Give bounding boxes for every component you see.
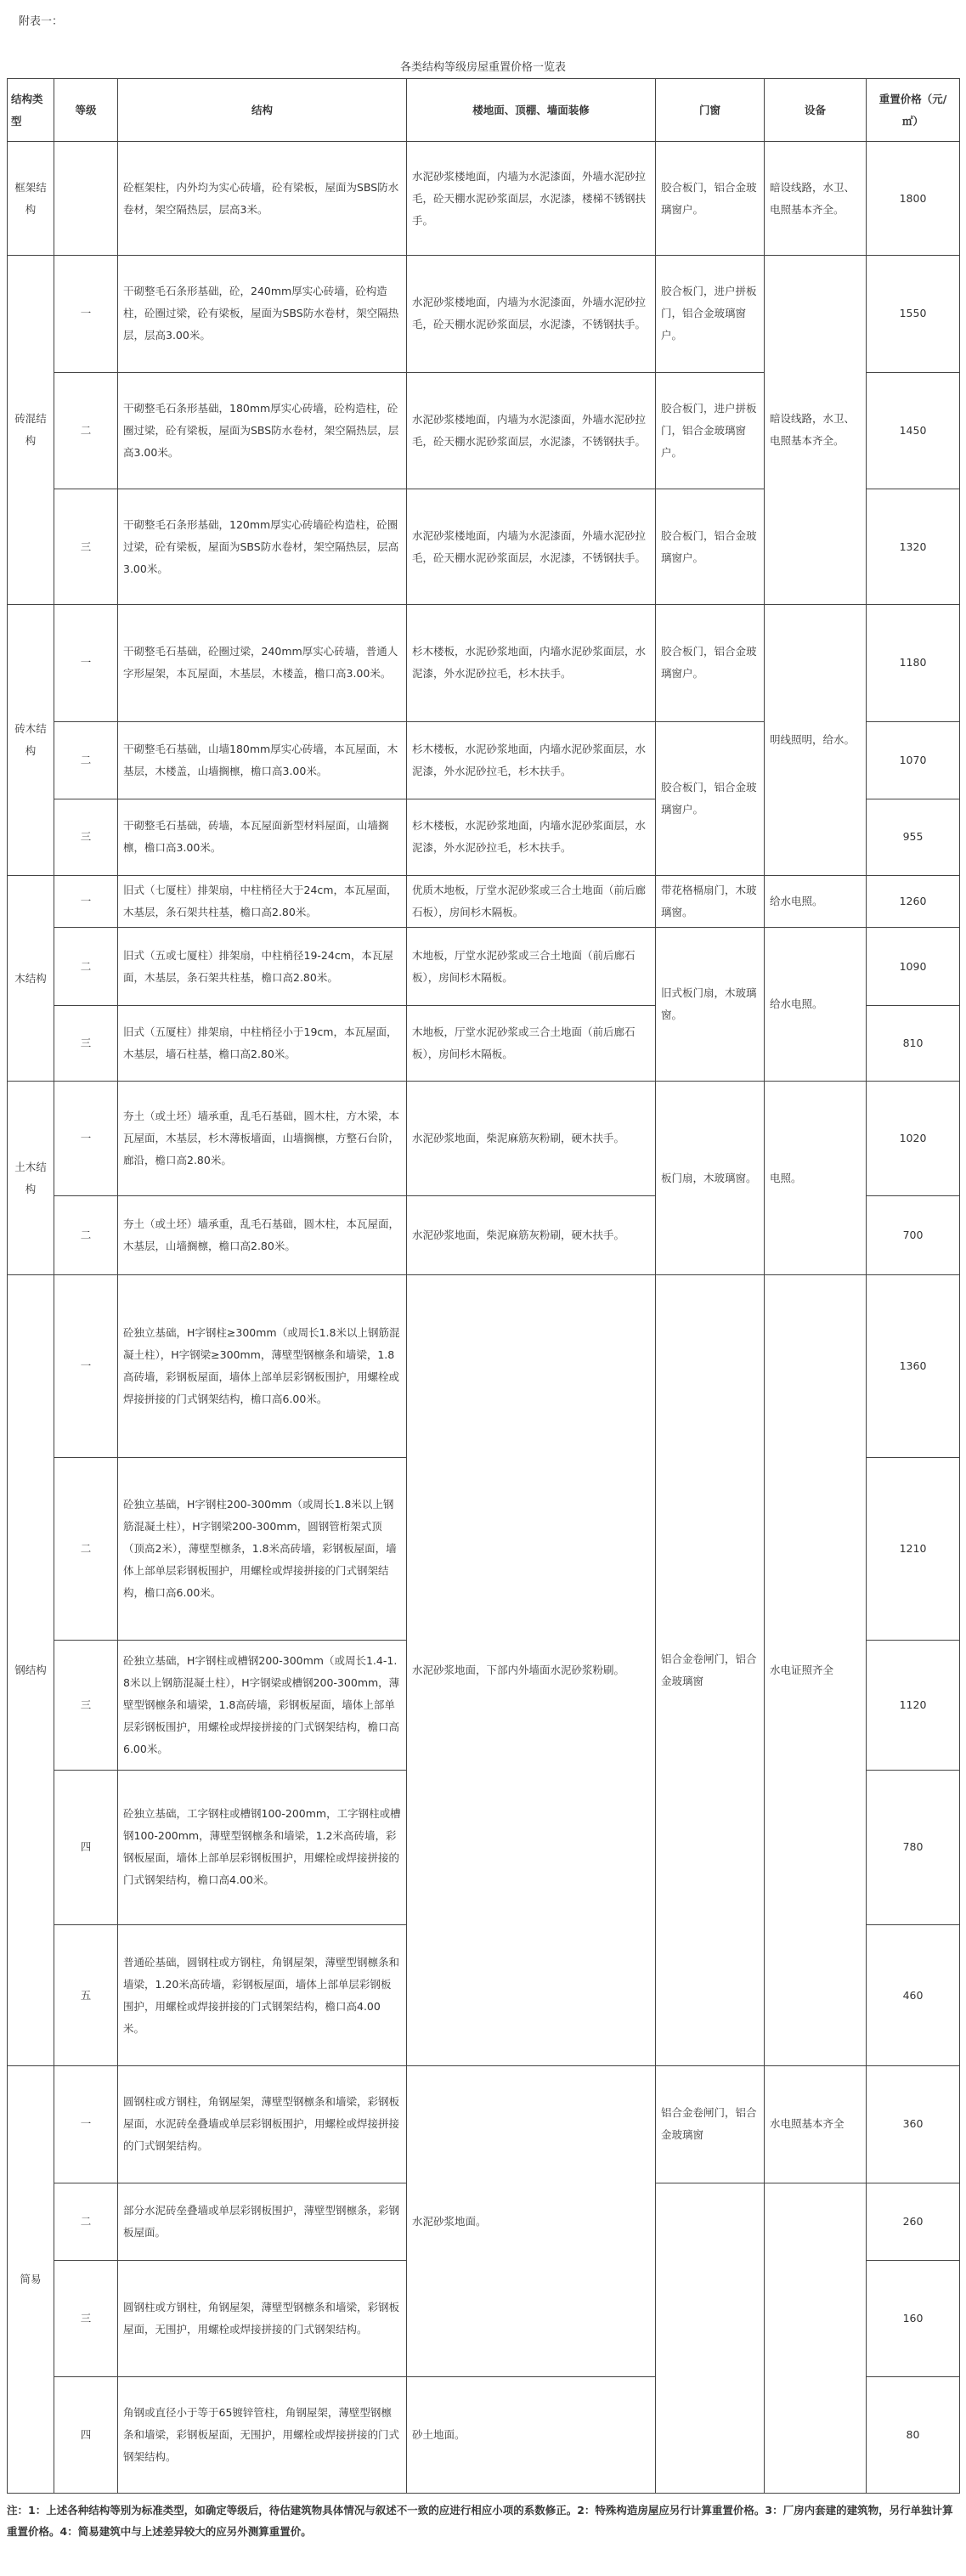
header-equipment: 设备 (765, 79, 867, 142)
type-cell: 砖混结构 (8, 256, 54, 605)
grade-cell: 三 (54, 1006, 118, 1082)
structure-cell: 砼独立基础，H字钢柱≥300mm（或周长1.8米以上钢筋混凝土柱），H字钢梁≥300mm，薄壁型钢檩条和墙梁，1.8高砖墙，彩钢板屋面，墙体上部单层彩钢板围护，用螺栓或焊接拼接的门式钢架结构，檐口高6.00米。 (118, 1275, 407, 1458)
price-cell: 80 (867, 2377, 960, 2494)
doors-cell (656, 2183, 765, 2493)
grade-cell: 一 (54, 2066, 118, 2183)
structure-cell: 旧式（五厦柱）排架扇，中柱梢径小于19cm，本瓦屋面，木基层，墙石柱基，檐口高2.80米。 (118, 1006, 407, 1082)
doors-cell: 带花格槅扇门，木玻璃窗。 (656, 875, 765, 928)
finish-cell: 木地板，厅堂水泥砂浆或三合土地面（前后廊石板），房间杉木隔板。 (407, 1006, 656, 1082)
structure-cell: 砼独立基础，H字钢柱或槽钢200-300mm（或周长1.4-1.8米以上钢筋混凝土柱），H字钢梁或槽钢200-300mm，薄壁型钢檩条和墙梁，1.8高砖墙，彩钢板屋面，墙体上部单层彩钢板围护，用螺栓或焊接拼接的门式钢架结构，檐口高6.00米。 (118, 1640, 407, 1770)
price-cell: 1260 (867, 875, 960, 928)
type-cell: 土木结构 (8, 1082, 54, 1275)
structure-cell: 干砌整毛石条形基础，砼，240mm厚实心砖墙，砼构造柱，砼圈过梁，砼有梁板，屋面为SBS防水卷材，架空隔热层，层高3.00米。 (118, 256, 407, 372)
grade-cell: 二 (54, 721, 118, 799)
structure-cell: 干砌整毛石条形基础，120mm厚实心砖墙砼构造柱，砼圈过梁，砼有梁板，屋面为SBS防水卷材，架空隔热层，层高3.00米。 (118, 489, 407, 604)
structure-cell: 砼独立基础，工字钢柱或槽钢100-200mm，工字钢柱或槽钢100-200mm，薄壁型钢檩条和墙梁，1.2米高砖墙，彩钢板屋面，墙体上部单层彩钢板围护，用螺栓或焊接拼接的门式钢架结构，檐口高4.00米。 (118, 1770, 407, 1924)
finish-cell: 砂土地面。 (407, 2377, 656, 2494)
table-row (8, 1082, 960, 1195)
price-cell: 1210 (867, 1458, 960, 1640)
doors-cell: 板门扇，木玻璃窗。 (656, 1082, 765, 1275)
structure-cell: 旧式（七厦柱）排架扇，中柱梢径大于24cm，本瓦屋面，木基层，条石架共柱基，檐口高2.80米。 (118, 875, 407, 928)
header-structure: 结构 (118, 79, 407, 142)
equipment-cell: 给水电照。 (765, 928, 867, 1082)
finish-cell: 杉木楼板，水泥砂浆地面，内墙水泥砂浆面层，水泥漆，外水泥砂拉毛，杉木扶手。 (407, 605, 656, 721)
grade-cell: 三 (54, 2261, 118, 2377)
doors-cell: 铝合金卷闸门，铝合金玻璃窗 (656, 2066, 765, 2183)
structure-cell: 旧式（五或七厦柱）排架扇，中柱梢径19-24cm，本瓦屋面，木基层，条石架共柱基，檐口高2.80米。 (118, 928, 407, 1006)
price-cell: 260 (867, 2183, 960, 2261)
structure-cell: 角钢或直径小于等于65镀锌管柱，角钢屋架，薄壁型钢檩条和墙梁，彩钢板屋面，无围护，用螺栓或焊接拼接的门式钢架结构。 (118, 2377, 407, 2494)
doors-cell: 胶合板门，进户拼板门，铝合金玻璃窗户。 (656, 256, 765, 372)
equipment-cell: 给水电照。 (765, 875, 867, 928)
appendix-label: 附表一： (19, 15, 64, 28)
finish-cell: 水泥砂浆楼地面，内墙为水泥漆面，外墙水泥砂拉毛，砼天棚水泥砂浆面层，水泥漆，不锈钢扶手。 (407, 256, 656, 372)
header-row (8, 79, 960, 142)
grade-cell: 二 (54, 1195, 118, 1275)
finish-cell: 杉木楼板，水泥砂浆地面，内墙水泥砂浆面层，水泥漆，外水泥砂拉毛，杉木扶手。 (407, 721, 656, 799)
header-finish: 楼地面、顶棚、墙面装修 (407, 79, 656, 142)
header-doors: 门窗 (656, 79, 765, 142)
doors-cell: 胶合板门，铝合金玻璃窗户。 (656, 605, 765, 721)
equipment-cell: 水电证照齐全 (765, 1275, 867, 2066)
price-cell: 955 (867, 799, 960, 875)
price-table (7, 78, 960, 2494)
table-row (8, 605, 960, 721)
price-cell: 1090 (867, 928, 960, 1006)
finish-cell: 杉木楼板，水泥砂浆地面，内墙水泥砂浆面层，水泥漆，外水泥砂拉毛，杉木扶手。 (407, 799, 656, 875)
grade-cell: 四 (54, 2377, 118, 2494)
price-cell: 810 (867, 1006, 960, 1082)
finish-cell: 水泥砂浆地面，柴泥麻筋灰粉刷，硬木扶手。 (407, 1195, 656, 1275)
equipment-cell: 水电照基本齐全 (765, 2066, 867, 2183)
structure-cell: 夯土（或土坯）墙承重，乱毛石基础，圆木柱，本瓦屋面，木基层，山墙搁檩，檐口高2.80米。 (118, 1195, 407, 1275)
structure-cell: 部分水泥砖垒叠墙或单层彩钢板围护，薄壁型钢檩条，彩钢板屋面。 (118, 2183, 407, 2261)
doors-cell: 胶合板门，铝合金玻璃窗户。 (656, 489, 765, 604)
price-cell: 160 (867, 2261, 960, 2377)
finish-cell: 水泥砂浆楼地面，内墙为水泥漆面，外墙水泥砂拉毛，砼天棚水泥砂浆面层，水泥漆，不锈钢扶手。 (407, 372, 656, 489)
type-cell: 简易 (8, 2066, 54, 2494)
table-row (8, 2066, 960, 2183)
finish-cell: 优质木地板，厅堂水泥砂浆或三合土地面（前后廊石板），房间杉木隔板。 (407, 875, 656, 928)
price-cell: 1320 (867, 489, 960, 604)
header-type: 结构类型 (8, 79, 54, 142)
structure-cell: 夯土（或土坯）墙承重，乱毛石基础，圆木柱，方木梁，本瓦屋面，木基层，杉木薄板墙面，山墙搁檩，方整石台阶，廊沿，檐口高2.80米。 (118, 1082, 407, 1195)
price-cell: 1800 (867, 142, 960, 256)
finish-cell: 水泥砂浆楼地面，内墙为水泥漆面，外墙水泥砂拉毛，砼天棚水泥砂浆面层，水泥漆，不锈钢扶手。 (407, 489, 656, 604)
table-row (8, 1275, 960, 1458)
table-row (8, 928, 960, 1006)
doors-cell: 胶合板门，进户拼板门，铝合金玻璃窗户。 (656, 372, 765, 489)
grade-cell: 一 (54, 1082, 118, 1195)
doors-cell: 胶合板门，铝合金玻璃窗户。 (656, 721, 765, 875)
price-cell: 1180 (867, 605, 960, 721)
structure-cell: 圆钢柱或方钢柱，角钢屋架，薄壁型钢檩条和墙梁，彩钢板屋面，无围护，用螺栓或焊接拼接的门式钢架结构。 (118, 2261, 407, 2377)
structure-cell: 干砌整毛石基础，砖墙，本瓦屋面新型材料屋面，山墙搁檩，檐口高3.00米。 (118, 799, 407, 875)
grade-cell: 四 (54, 1770, 118, 1924)
equipment-cell: 暗设线路，水卫、电照基本齐全。 (765, 142, 867, 256)
grade-cell: 二 (54, 928, 118, 1006)
equipment-cell: 暗设线路，水卫、电照基本齐全。 (765, 256, 867, 605)
grade-cell (54, 142, 118, 256)
grade-cell: 一 (54, 605, 118, 721)
structure-cell: 圆钢柱或方钢柱，角钢屋架，薄壁型钢檩条和墙梁，彩钢板屋面，水泥砖垒叠墙或单层彩钢板围护，用螺栓或焊接拼接的门式钢架结构。 (118, 2066, 407, 2183)
finish-cell: 水泥砂浆地面。 (407, 2066, 656, 2377)
grade-cell: 三 (54, 799, 118, 875)
structure-cell: 砼独立基础，H字钢柱200-300mm（或周长1.8米以上钢筋混凝土柱），H字钢梁200-300mm，圆钢管桁架式顶（顶高2米），薄壁型檩条，1.8米高砖墙，彩钢板屋面，墙体上部单层彩钢板围护，用螺栓或焊接拼接的门式钢架结构，檐口高6.00米。 (118, 1458, 407, 1640)
structure-cell: 干砌整毛石条形基础，180mm厚实心砖墙，砼构造柱，砼圈过梁，砼有梁板，屋面为SBS防水卷材，架空隔热层，层高3.00米。 (118, 372, 407, 489)
equipment-cell: 电照。 (765, 1082, 867, 1275)
grade-cell: 一 (54, 1275, 118, 1458)
price-cell: 1120 (867, 1640, 960, 1770)
doors-cell: 铝合金卷闸门，铝合金玻璃窗 (656, 1275, 765, 2066)
table-row (8, 142, 960, 256)
grade-cell: 三 (54, 1640, 118, 1770)
equipment-cell: 明线照明，给水。 (765, 605, 867, 875)
header-price: 重置价格（元/㎡） (867, 79, 960, 142)
header-grade: 等级 (54, 79, 118, 142)
grade-cell: 五 (54, 1925, 118, 2066)
footnote: 注：1：上述各种结构等别为标准类型，如确定等级后，待估建筑物具体情况与叙述不一致的应进行相应小项的系数修正。2：特殊构造房屋应另行计算重置价格。3：厂房内套建的建筑物，另行单独计算重置价格。4：简易建筑中与上述差异较大的应另外测算重置价。 (7, 2504, 953, 2538)
table-row (8, 875, 960, 928)
doors-cell: 旧式板门扇，木玻璃窗。 (656, 928, 765, 1082)
price-cell: 460 (867, 1925, 960, 2066)
finish-cell: 水泥砂浆楼地面，内墙为水泥漆面，外墙水泥砂拉毛，砼天棚水泥砂浆面层，水泥漆，楼梯不锈钢扶手。 (407, 142, 656, 256)
price-cell: 1450 (867, 372, 960, 489)
price-cell: 360 (867, 2066, 960, 2183)
price-cell: 1070 (867, 721, 960, 799)
structure-cell: 干砌整毛石基础，砼圈过梁，240mm厚实心砖墙，普通人字形屋架，本瓦屋面，木基层，木楼盖，檐口高3.00米。 (118, 605, 407, 721)
grade-cell: 二 (54, 1458, 118, 1640)
grade-cell: 一 (54, 256, 118, 372)
grade-cell: 一 (54, 875, 118, 928)
table-title: 各类结构等级房屋重置价格一览表 (399, 61, 566, 74)
finish-cell: 木地板，厅堂水泥砂浆或三合土地面（前后廊石板），房间杉木隔板。 (407, 928, 656, 1006)
grade-cell: 三 (54, 489, 118, 604)
type-cell: 钢结构 (8, 1275, 54, 2066)
structure-cell: 干砌整毛石基础，山墙180mm厚实心砖墙，本瓦屋面，木基层，木楼盖，山墙搁檩，檐口高3.00米。 (118, 721, 407, 799)
equipment-cell (765, 2183, 867, 2493)
type-cell: 砖木结构 (8, 605, 54, 875)
type-cell: 木结构 (8, 875, 54, 1082)
price-cell: 780 (867, 1770, 960, 1924)
price-cell: 700 (867, 1195, 960, 1275)
type-cell: 框架结构 (8, 142, 54, 256)
grade-cell: 二 (54, 2183, 118, 2261)
price-cell: 1360 (867, 1275, 960, 1458)
table-row (8, 256, 960, 372)
doors-cell: 胶合板门，铝合金玻璃窗户。 (656, 142, 765, 256)
finish-cell: 水泥砂浆地面，柴泥麻筋灰粉刷，硬木扶手。 (407, 1082, 656, 1195)
price-cell: 1020 (867, 1082, 960, 1195)
price-cell: 1550 (867, 256, 960, 372)
finish-cell: 水泥砂浆地面，下部内外墙面水泥砂浆粉刷。 (407, 1275, 656, 2066)
structure-cell: 普通砼基础，圆钢柱或方钢柱，角钢屋架，薄壁型钢檩条和墙梁，1.20米高砖墙，彩钢板屋面，墙体上部单层彩钢板围护，用螺栓或焊接拼接的门式钢架结构，檐口高4.00米。 (118, 1925, 407, 2066)
structure-cell: 砼框架柱，内外均为实心砖墙，砼有梁板，屋面为SBS防水卷材，架空隔热层，层高3米。 (118, 142, 407, 256)
grade-cell: 二 (54, 372, 118, 489)
